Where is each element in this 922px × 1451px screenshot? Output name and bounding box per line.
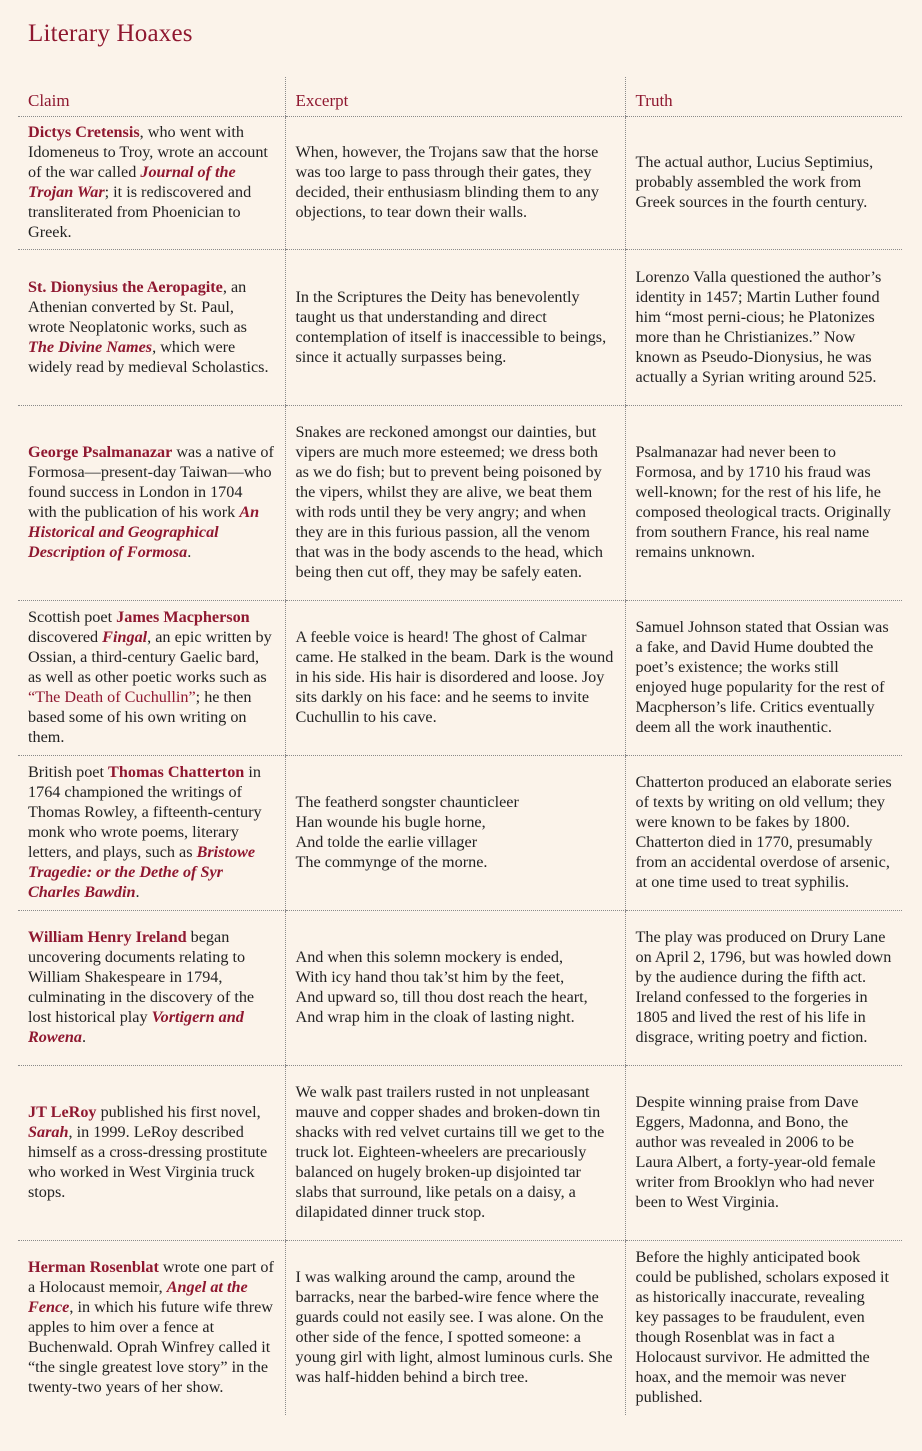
table-row xyxy=(18,911,902,1066)
claim-text: , an Athenian converted by St. Paul, wrote Neoplatonic works, such as xyxy=(28,277,247,336)
author-name: Herman Rosenblat xyxy=(28,1257,159,1276)
truth-cell: Samuel Johnson stated that Ossian was a fake, and David Hume doubted the poet’s existence; the works still enjoyed huge popularity for the rest of Macpherson’s life. Critics eventually deem all the work inauthentic. xyxy=(625,601,902,756)
claim-cell xyxy=(18,406,285,601)
claim-text: . xyxy=(187,543,192,561)
claim-text: , in 1999. LeRoy described himself as a cross-dressing prostitute who worked in West Virginia truck stops. xyxy=(28,1123,268,1201)
claim-text: British poet xyxy=(28,763,109,781)
claim-cell xyxy=(18,117,285,250)
table-row xyxy=(18,117,902,250)
claim-text: , who went with Idomeneus to Troy, wrote an account of the war called xyxy=(28,123,268,181)
work-title: Fingal xyxy=(102,628,148,646)
excerpt-cell: In the Scriptures the Deity has benevolently taught us that understanding and direct contemplation of itself is inaccessible to beings, since it actually surpasses being. xyxy=(285,250,625,406)
author-name: Thomas Chatterton xyxy=(108,763,245,781)
claim-text: in 1764 championed the writings of Thomas Rowley, a fifteenth-century monk who wrote poems, literary letters, and plays, such as xyxy=(28,763,262,861)
excerpt-cell: The featherd songster chaunticleer Han wounde his bugle horne, And tolde the earlie villager The commynge of the morne. xyxy=(285,756,625,911)
claim-cell xyxy=(18,911,285,1066)
excerpt-cell: Snakes are reckoned amongst our dainties, but vipers are much more esteemed; we dress both as we do fish; but to prevent being poisoned by the vipers, whilst they are alive, we beat them with rods until they be very angry; and when they are in this furious passion, all the venom that was in the body ascends to the head, which being then cut off, they may be safely eaten. xyxy=(285,406,625,601)
claim-text: , an epic written by Ossian, a third-century Gaelic bard, as well as other poetic works such as xyxy=(28,628,272,686)
column-header-excerpt: Excerpt xyxy=(285,77,625,117)
claim-cell xyxy=(18,1066,285,1241)
work-title: Sarah xyxy=(28,1123,69,1141)
claim-text: ; it is rediscovered and transliterated from Phoenician to Greek. xyxy=(28,183,252,241)
work-title: Vortigern and Rowena xyxy=(28,1008,244,1046)
excerpt-cell: We walk past trailers rusted in not unpleasant mauve and copper shades and broken-down tin shacks with red velvet curtains till we get to the truck lot. Eighteen-wheelers are precariously balanced on hugely broken-up disjointed tar slabs that surround, like petals on a daisy, a dilapidated dinner truck stop. xyxy=(285,1066,625,1241)
author-name: JT LeRoy xyxy=(28,1103,97,1121)
claim-text: . xyxy=(81,1028,87,1046)
claim-text: wrote one part of a Holocaust memoir, xyxy=(28,1257,274,1296)
claim-cell xyxy=(18,250,285,406)
truth-cell: Psalmanazar had never been to Formosa, and by 1710 his fraud was well-known; for the rest of his life, he composed theological tracts. Originally from southern France, his real name remains unknown. xyxy=(625,406,902,601)
author-name: George Psalmanazar xyxy=(28,443,173,461)
author-name: Dictys Cretensis xyxy=(28,123,140,141)
work-title: The Divine Names xyxy=(28,337,153,356)
excerpt-cell: I was walking around the camp, around the barracks, near the barbed-wire fence where the guards could not easily see. I was alone. On the other side of the fence, I spotted someone: a young girl with light, almost luminous curls. She was half-hidden behind a birch tree. xyxy=(285,1241,625,1415)
truth-cell: The actual author, Lucius Septimius, probably assembled the work from Greek sources in the fourth century. xyxy=(625,117,902,250)
claim-cell xyxy=(18,756,285,911)
hoax-table xyxy=(18,77,902,1415)
claim-text: . xyxy=(135,883,140,901)
claim-cell xyxy=(18,601,285,756)
excerpt-cell: And when this solemn mockery is ended, With icy hand thou tak’st him by the feet, And upward so, till thou dost reach the heart, And wrap him in the cloak of lasting night. xyxy=(285,911,625,1066)
truth-cell: The play was produced on Drury Lane on April 2, 1796, but was howled down by the audience during the fifth act. Ireland confessed to the forgeries in 1805 and lived the rest of his life in disgrace, writing poetry and fiction. xyxy=(625,911,902,1066)
claim-text: discovered xyxy=(28,628,103,646)
claim-text: , in which his future wife threw apples to him over a fence at Buchenwald. Oprah Winfrey called it “the single greatest love story” in the twenty-two years of her show. xyxy=(28,1297,273,1396)
claim-text: was a native of Formosa—present-day Taiwan—who found success in London in 1704 with the publication of his work xyxy=(28,443,274,521)
excerpt-cell: A feeble voice is heard! The ghost of Calmar came. He stalked in the beam. Dark is the wound in his side. His hair is disordered and loose. Joy sits darkly on his face: and he seems to invite Cuchullin to his cave. xyxy=(285,601,625,756)
truth-cell: Chatterton produced an elaborate series of texts by writing on old vellum; they were known to be fakes by 1800. Chatterton died in 1770, presumably from an accidental overdose of arsenic, at one time used to treat syphilis. xyxy=(625,756,902,911)
table-row xyxy=(18,756,902,911)
truth-cell: Before the highly anticipated book could be published, scholars exposed it as historically inaccurate, revealing key passages to be fraudulent, even though Rosenblat was in fact a Holocaust survivor. He admitted the hoax, and the memoir was never published. xyxy=(625,1241,902,1415)
claim-text: ; he then based some of his own writing on them. xyxy=(28,688,252,746)
page-title: Literary Hoaxes xyxy=(28,20,193,47)
column-header-truth: Truth xyxy=(625,77,902,117)
work-title: Bristowe Tragedie: or the Dethe of Syr Charles Bawdin xyxy=(28,843,256,901)
author-name: James Macpherson xyxy=(116,608,250,626)
claim-text: began uncovering documents relating to William Shakespeare in 1794, culminating in the discovery of the lost historical play xyxy=(28,928,255,1026)
header-row xyxy=(18,77,902,117)
claim-cell xyxy=(18,1241,285,1415)
excerpt-cell: When, however, the Trojans saw that the horse was too large to pass through their gates, they decided, their enthusiasm blinding them to any objections, to tear down their walls. xyxy=(285,117,625,250)
table-row xyxy=(18,1241,902,1415)
column-header-claim: Claim xyxy=(18,77,285,117)
work-title: “The Death of Cuchullin” xyxy=(28,688,196,706)
table-row xyxy=(18,406,902,601)
table-row xyxy=(18,1066,902,1241)
work-title: An Historical and Geographical Description of Formosa xyxy=(28,503,260,561)
author-name: St. Dionysius the Aeropagite xyxy=(28,277,223,296)
truth-cell: Despite winning praise from Dave Eggers, Madonna, and Bono, the author was revealed in 2006 to be Laura Albert, a forty-year-old female writer from Brooklyn who had never been to West Virginia. xyxy=(625,1066,902,1241)
table-row xyxy=(18,250,902,406)
work-title: Journal of the Trojan War xyxy=(28,163,236,201)
work-title: Angel at the Fence xyxy=(28,1277,248,1316)
author-name: William Henry Ireland xyxy=(28,928,187,946)
claim-text: Scottish poet xyxy=(28,608,117,626)
table-row xyxy=(18,601,902,756)
claim-text: , which were widely read by medieval Scholastics. xyxy=(28,337,269,376)
claim-text: published his first novel, xyxy=(96,1103,261,1121)
truth-cell: Lorenzo Valla questioned the author’s identity in 1457; Martin Luther found him “most perni-cious; he Platonizes more than he Christianizes.” Now known as Pseudo-Dionysius, he was actually a Syrian writing around 525. xyxy=(625,250,902,406)
